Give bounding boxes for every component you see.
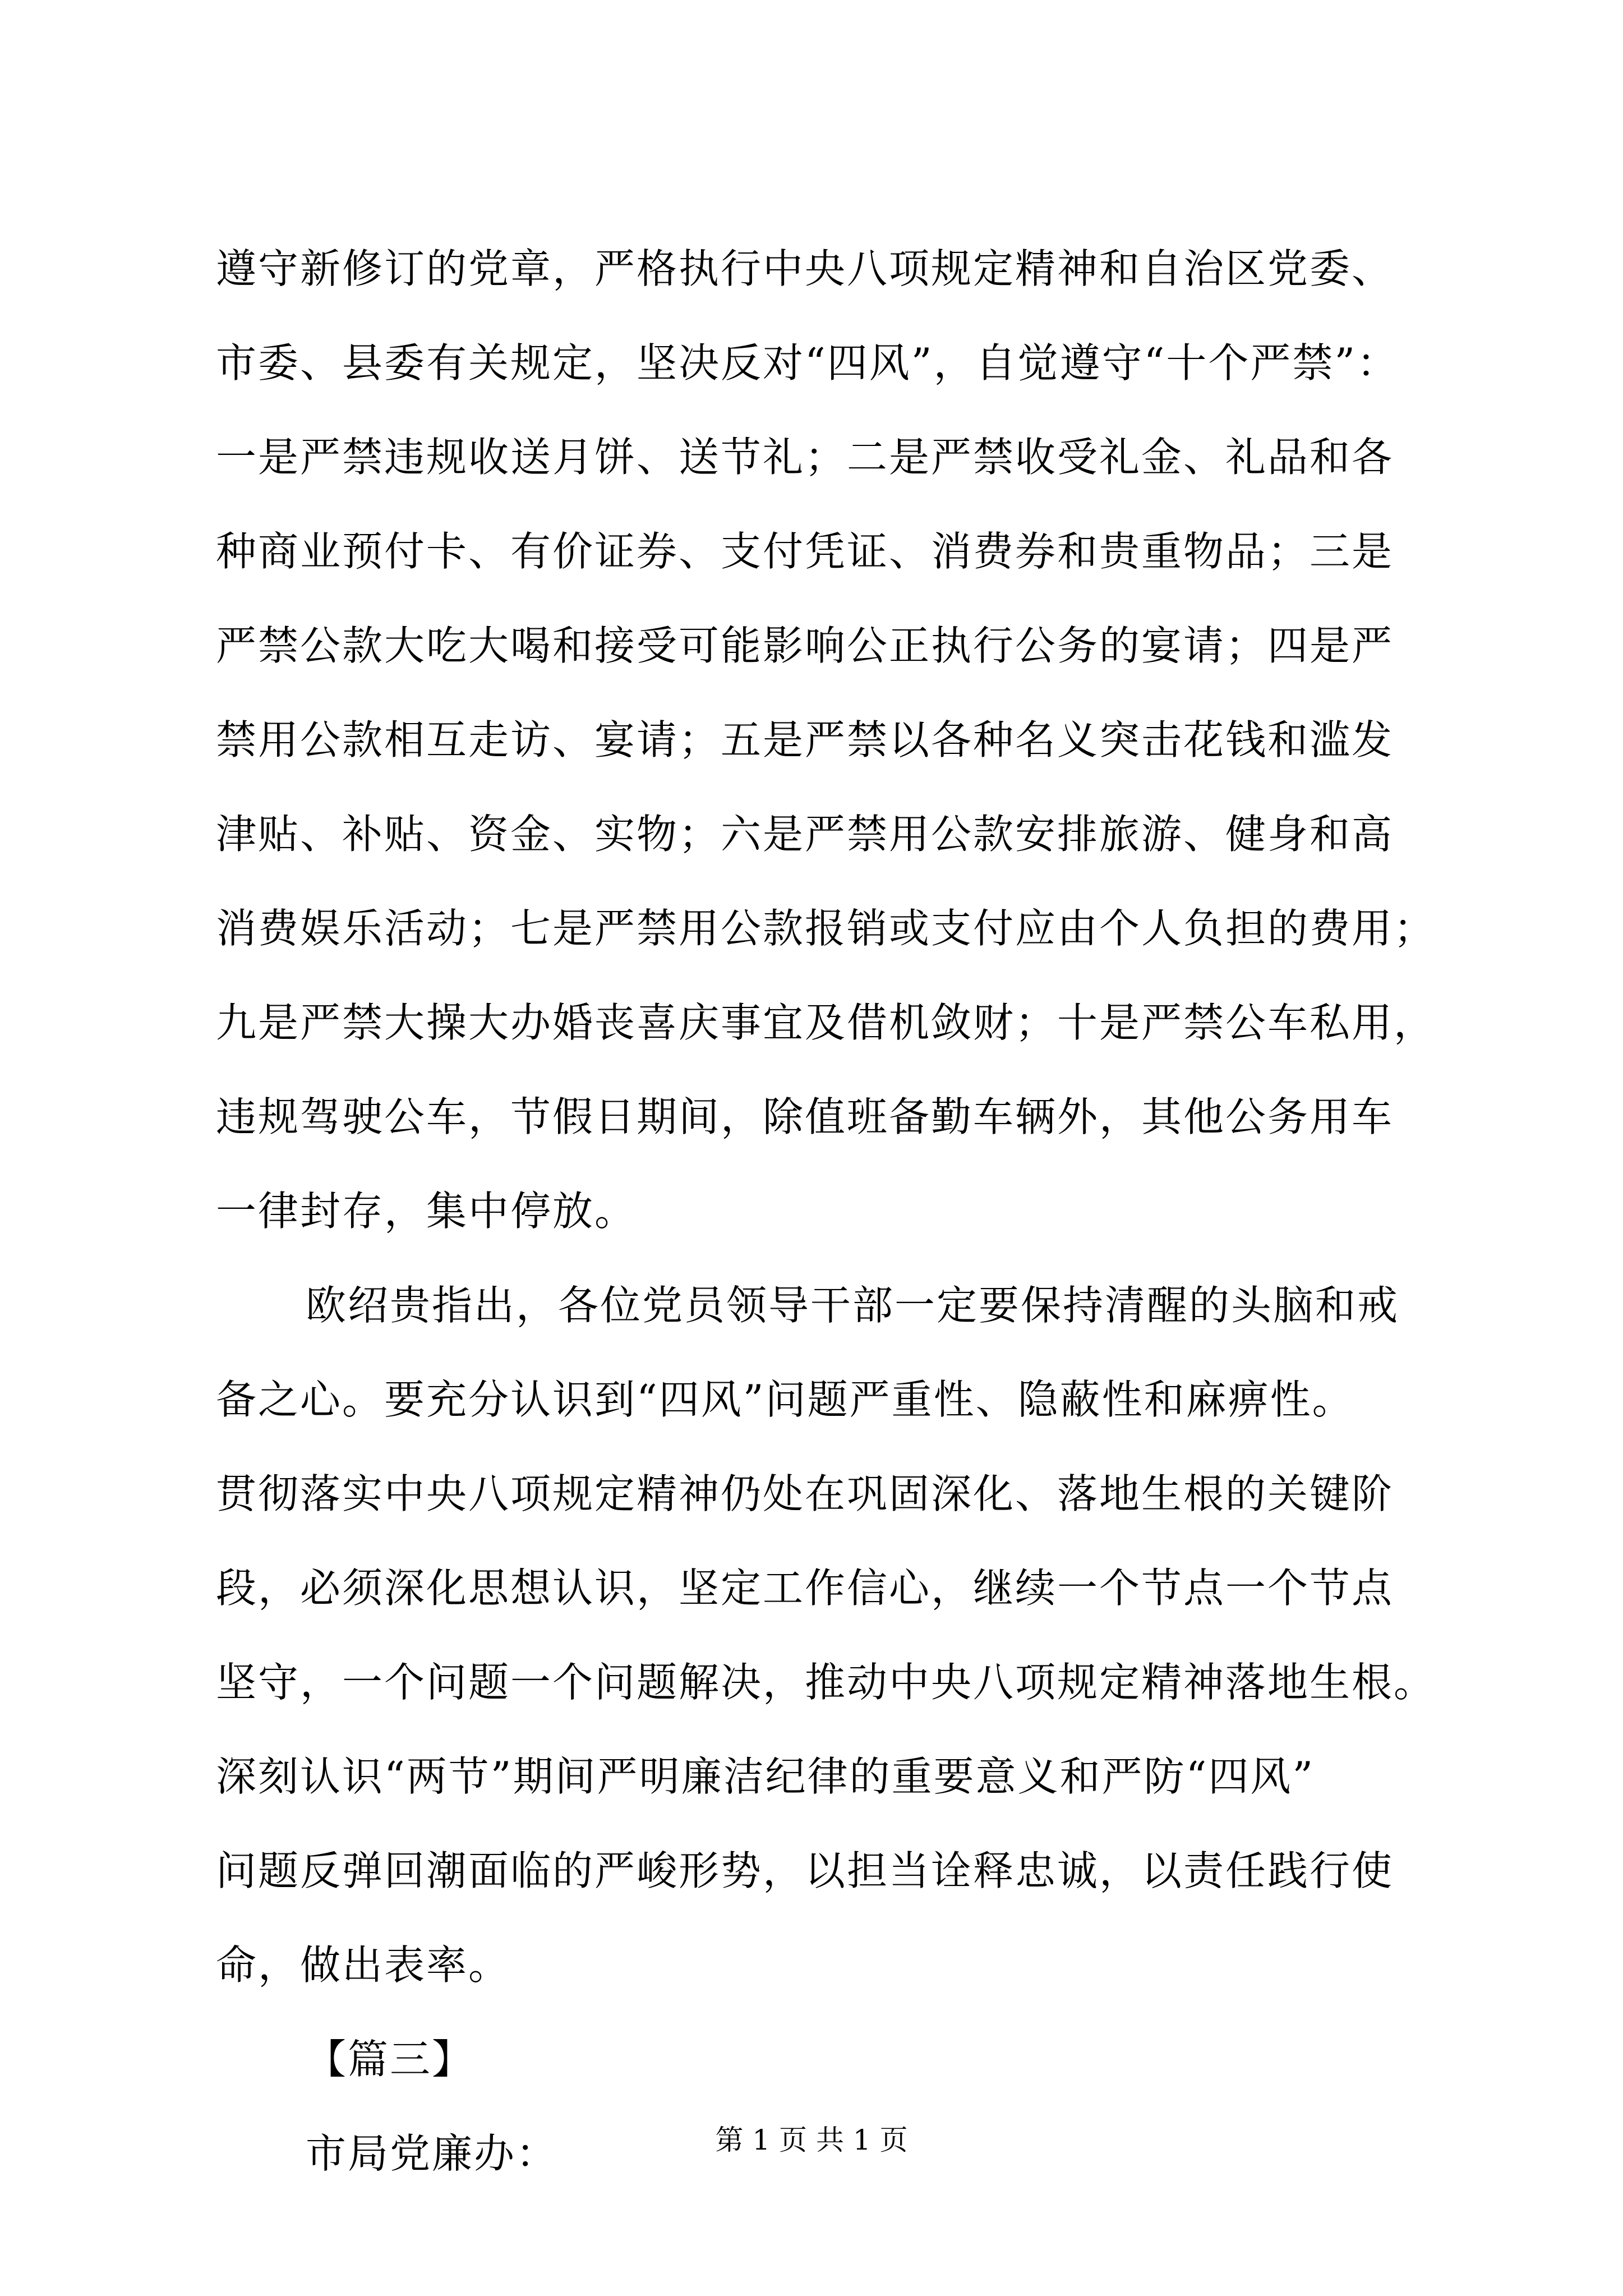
- salutation: 市局党廉办：: [306, 2130, 559, 2177]
- paragraph-2-line-5: 坚守，一个问题一个问题解决，推动中央八项规定精神落地生根。: [216, 1659, 1436, 1706]
- paragraph-2-line-3: 贯彻落实中央八项规定精神仍处在巩固深化、落地生根的关键阶: [216, 1470, 1394, 1517]
- paragraph-2-line-7: 问题反弹回潮面临的严峻形势，以担当诠释忠诚，以责任践行使: [216, 1847, 1394, 1894]
- paragraph-1-line-10: 违规驾驶公车，节假日期间，除值班备勤车辆外，其他公务用车: [216, 1093, 1394, 1140]
- paragraph-1-line-7: 津贴、补贴、资金、实物；六是严禁用公款安排旅游、健身和高: [216, 811, 1394, 858]
- paragraph-1-line-3: 一是严禁违规收送月饼、送节礼；二是严禁收受礼金、礼品和各: [216, 434, 1394, 481]
- paragraph-2-line-1: 欧绍贵指出，各位党员领导干部一定要保持清醒的头脑和戒: [306, 1282, 1400, 1329]
- paragraph-1-line-2: 市委、县委有关规定，坚决反对“四风”，自觉遵守“十个严禁”：: [216, 339, 1399, 386]
- paragraph-1-line-8: 消费娱乐活动；七是严禁用公款报销或支付应由个人负担的费用；: [216, 905, 1436, 952]
- page-footer: 第 1 页 共 1 页: [715, 2124, 908, 2156]
- paragraph-2-line-4: 段，必须深化思想认识，坚定工作信心，继续一个节点一个节点: [216, 1565, 1394, 1612]
- paragraph-1-line-5: 严禁公款大吃大喝和接受可能影响公正执行公务的宴请；四是严: [216, 622, 1394, 669]
- paragraph-1-line-9: 九是严禁大操大办婚丧喜庆事宜及借机敛财；十是严禁公车私用，: [216, 999, 1436, 1046]
- paragraph-2-line-2: 备之心。要充分认识到“四风”问题严重性、隐蔽性和麻痹性。: [216, 1376, 1354, 1423]
- paragraph-1-line-6: 禁用公款相互走访、宴请；五是严禁以各种名义突击花钱和滥发: [216, 716, 1394, 763]
- section-heading: 【篇三】: [306, 2036, 474, 2083]
- paragraph-2-line-6: 深刻认识“两节”期间严明廉洁纪律的重要意义和严防“四风”: [216, 1753, 1315, 1800]
- paragraph-1-line-1: 遵守新修订的党章，严格执行中央八项规定精神和自治区党委、: [216, 245, 1394, 292]
- paragraph-1-line-4: 种商业预付卡、有价证券、支付凭证、消费券和贵重物品；三是: [216, 528, 1394, 575]
- paragraph-2-line-8: 命，做出表率。: [216, 1941, 511, 1989]
- paragraph-1-line-11: 一律封存，集中停放。: [216, 1188, 637, 1235]
